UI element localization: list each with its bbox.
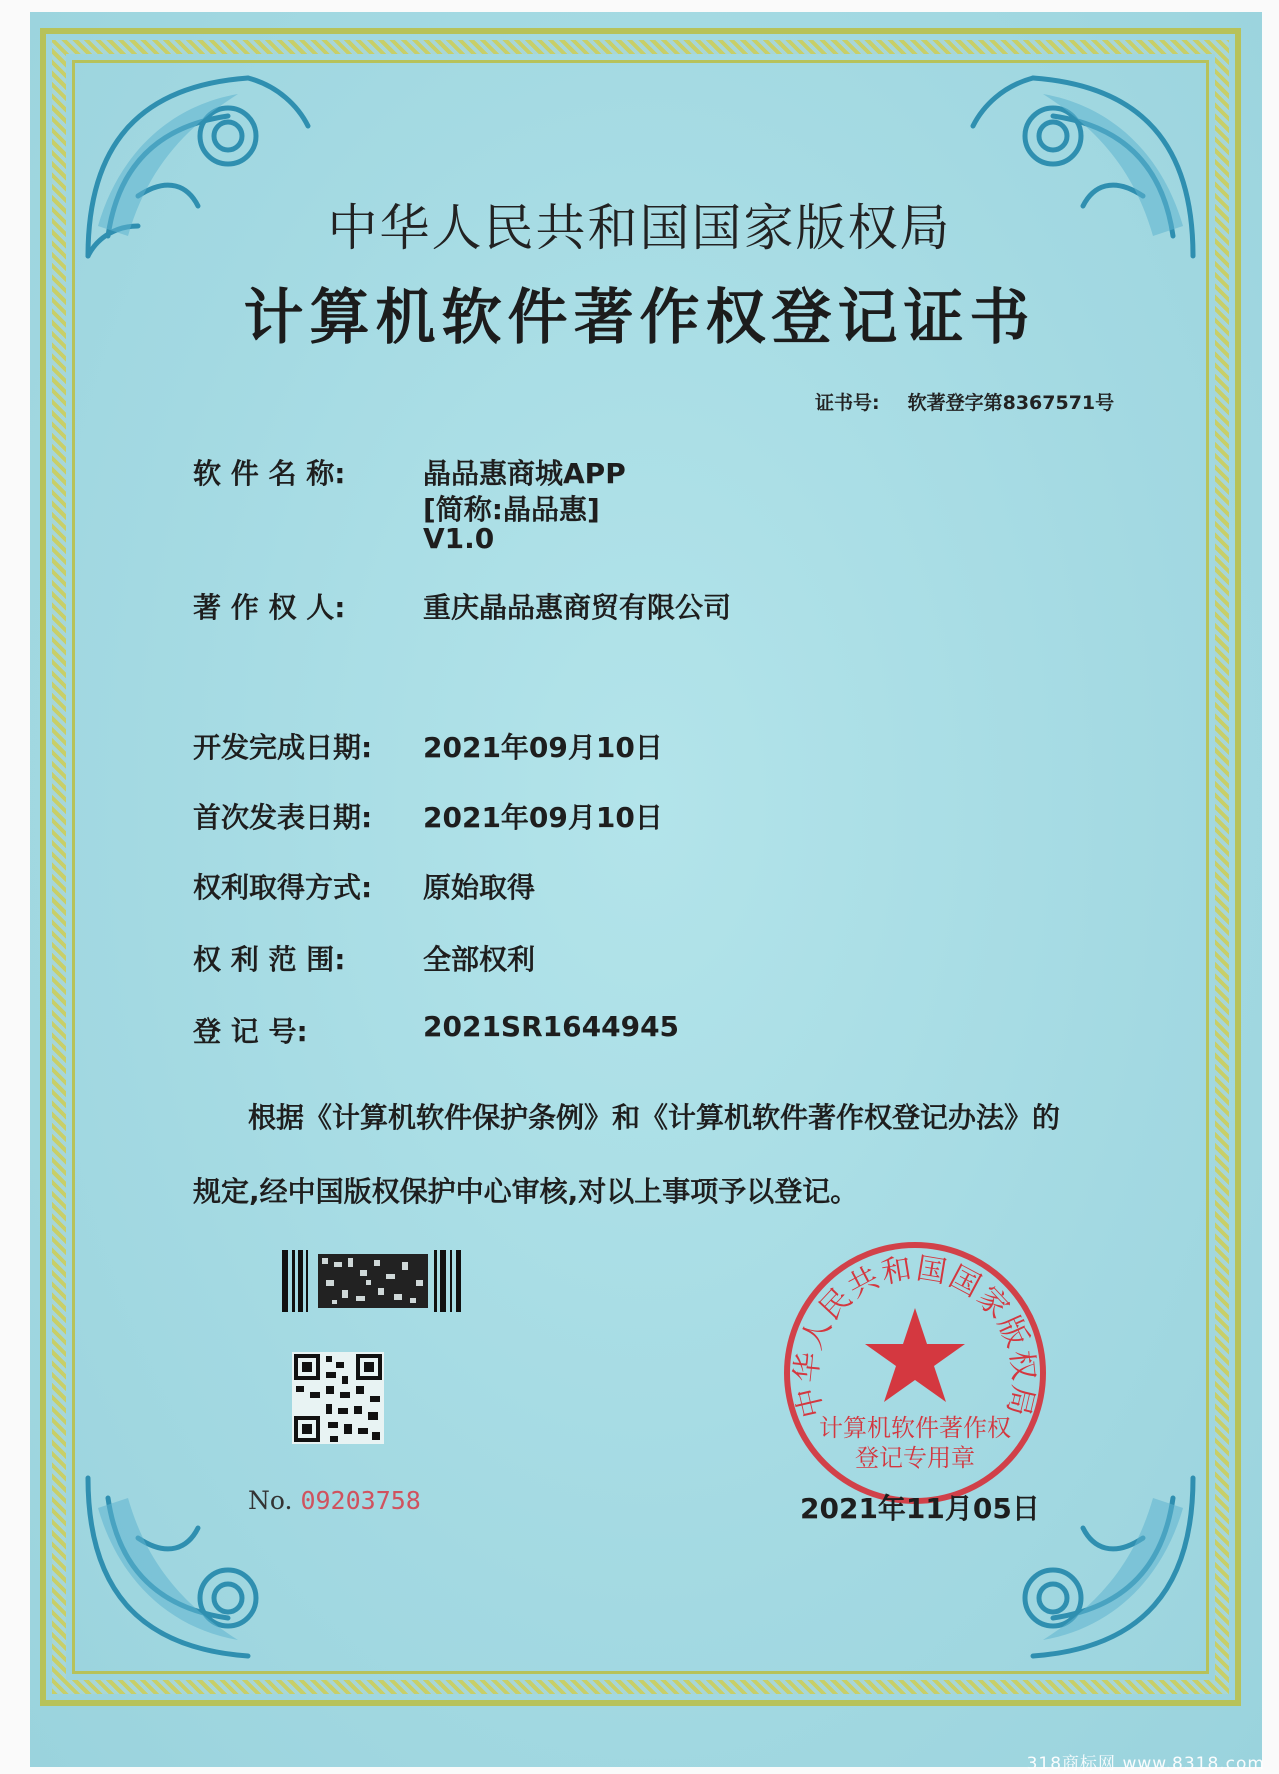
seal-inner-line-1: 计算机软件著作权 — [819, 1414, 1011, 1442]
first-publication-date-label: 首次发表日期: — [193, 801, 373, 834]
software-version: V1.0 — [423, 522, 495, 555]
statement-line-2: 规定,经中国版权保护中心审核,对以上事项予以登记。 — [193, 1175, 859, 1208]
first-publication-date-value: 2021年09月10日 — [423, 801, 663, 834]
seal-outer-text: 中华人民共和国国家版权局 — [789, 1251, 1041, 1422]
software-name-value: 晶品惠商城APP — [423, 457, 626, 490]
rights-scope-label: 权 利 范 围: — [193, 943, 346, 976]
registration-no-value: 2021SR1644945 — [423, 1010, 680, 1043]
certificate-number — [815, 388, 1114, 415]
issuing-authority: 中华人民共和国国家版权局 — [327, 199, 952, 257]
certificate-number-label: 证书号: — [815, 392, 880, 414]
rights-scope-value: 全部权利 — [423, 943, 536, 976]
certificate-number-value: 软著登字第8367571号 — [907, 392, 1115, 414]
copyright-owner-label: 著 作 权 人: — [193, 591, 346, 624]
dev-completion-date-value: 2021年09月10日 — [423, 731, 663, 764]
software-short-name: [简称:晶品惠] — [423, 493, 600, 526]
serial-number-value: 09203758 — [300, 1486, 421, 1515]
official-seal — [780, 1238, 1050, 1508]
qr-code — [292, 1352, 384, 1444]
seal-inner-line-2: 登记专用章 — [855, 1444, 975, 1472]
serial-number-label: No. — [248, 1486, 293, 1515]
acquisition-method-label: 权利取得方式: — [193, 871, 373, 904]
serial-number — [248, 1486, 421, 1515]
statement-line-1: 根据《计算机软件保护条例》和《计算机软件著作权登记办法》的 — [248, 1101, 1061, 1134]
acquisition-method-value: 原始取得 — [423, 871, 536, 904]
dev-completion-date-label: 开发完成日期: — [193, 731, 373, 764]
issue-date: 2021年11月05日 — [800, 1492, 1040, 1525]
barcode — [282, 1250, 464, 1312]
copyright-owner-value: 重庆晶品惠商贸有限公司 — [423, 591, 732, 624]
certificate-title: 计算机软件著作权登记证书 — [243, 283, 1036, 353]
software-name-label: 软 件 名 称: — [193, 457, 346, 490]
registration-no-label: 登 记 号: — [193, 1015, 308, 1048]
site-watermark: 318商标网 www.8318.com — [1026, 1754, 1265, 1774]
